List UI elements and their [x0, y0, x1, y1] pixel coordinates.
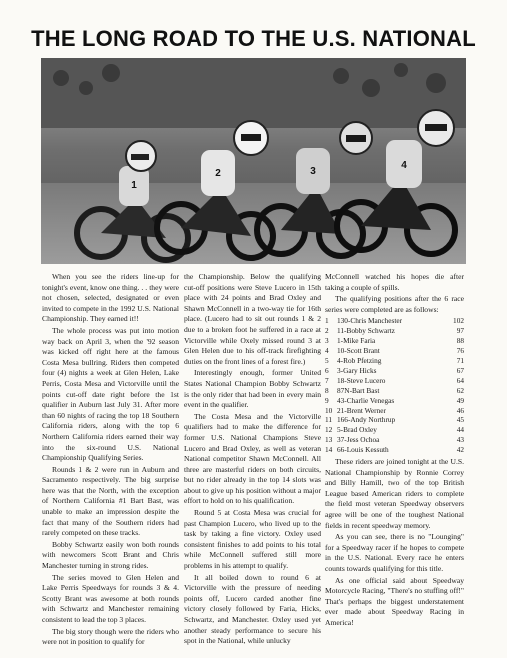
- column-1: [42, 272, 179, 649]
- standings-points: 44: [456, 425, 464, 435]
- paragraph: Round 5 at Costa Mesa was crucial for past Champion Lucero, who lived up to the task by taking a fine victory. Oxley used consistent finishes to add points to his total while McConnell suffered still more problems in his attempt to qualify.: [184, 508, 321, 571]
- standings-points: 71: [456, 356, 464, 365]
- standings-position: 10: [325, 405, 333, 415]
- standings-row: [325, 425, 464, 435]
- standings-row: [325, 316, 464, 326]
- paragraph: As one official said about Speedway Motorcycle Racing, "There's no stuffing off!" That's perhaps the biggest understatement ever made about Speedway Racing in America!: [325, 575, 464, 627]
- standings-rider: 37-Jess Ochoa: [337, 435, 380, 445]
- standings-rider: 5-Brad Oxley: [337, 425, 377, 435]
- standings-row: [325, 406, 464, 416]
- standings-position: 4: [325, 346, 329, 356]
- paragraph: As you can see, there is no "Lounging" for a Speedway racer if he hopes to compete in the U.S. National. Every race he enters counts towards qualifying for this title.: [325, 532, 464, 573]
- standings-rider: 43-Charlie Venegas: [337, 395, 395, 405]
- standings-row: [325, 415, 464, 425]
- standings-rider: 3-Gary Hicks: [337, 365, 377, 375]
- standings-points: 46: [456, 405, 464, 415]
- paragraph: Interestingly enough, former United States National Champion Bobby Schwartz is the only rider that had been in every main event in the qualifier.: [184, 368, 321, 410]
- standings-row: [325, 396, 464, 406]
- rider-plate-3: 3: [310, 166, 316, 177]
- column-3: [325, 272, 464, 630]
- standings-rider: 66-Louis Kessuth: [337, 445, 389, 455]
- column-2: [184, 272, 321, 648]
- speedway-riders-image: [41, 58, 466, 264]
- standings-rider: 166-Andy Northrup: [337, 415, 396, 425]
- paragraph: McConnell watched his hopes die after taking a couple of spills.: [325, 272, 464, 292]
- standings-position: 1: [325, 316, 329, 326]
- standings-position: 11: [325, 415, 333, 425]
- standings-points: 102: [453, 316, 464, 326]
- paragraph: Rounds 1 & 2 were run in Auburn and Sacramento respectively. The big surprise here was that the North, with the exception of Northern California #1 Bart Bast, was unable to make an impression despite the fact that many of the Southern riders had rarely competed on these tracks.: [42, 464, 179, 538]
- paragraph: The series moved to Glen Helen and Lake Perris Speedways for rounds 3 & 4. Scotty Brant was awesome at both rounds with Schwartz and Manchester remaining consistent to lead the top 3 places.: [42, 572, 179, 624]
- standings-points: 97: [456, 326, 464, 336]
- standings-row: [325, 346, 464, 356]
- standings-points: 42: [456, 445, 464, 455]
- standings-points: 67: [456, 365, 464, 375]
- standings-row: [325, 386, 464, 396]
- standings-position: 12: [325, 425, 333, 435]
- standings-rider: 4-Rob Pfetzing: [337, 356, 382, 365]
- paragraph: The qualifying positions after the 6 race series were completed are as follows:: [325, 294, 464, 314]
- standings-row: [325, 326, 464, 336]
- standings-row: [325, 366, 464, 376]
- standings-rider: 18-Steve Lucero: [337, 375, 386, 385]
- paragraph: The Costa Mesa and the Victorville qualifiers had to make the difference for former U.S. National Champions Steve Lucero and Brad Oxley, as well as veteran National competitor Shawn McConnell. All three are masterful riders on both circuits, but no rider already in the top 14 slots was about to give up his position without a major effort to hold on to his qualification.: [184, 411, 321, 506]
- standings-points: 45: [456, 415, 464, 425]
- standings-rider: 130-Chris Manchester: [337, 316, 403, 326]
- standings-row: [325, 435, 464, 445]
- paragraph: These riders are joined tonight at the U.S. National Championship by Ronnie Correy and Billy Hamill, two of the top British League based American riders to complete the field most veteran Speedway observers agree will be one of the toughest National fields in recent speedway memory.: [325, 457, 464, 530]
- standings-position: 2: [325, 326, 329, 336]
- standings-row: [325, 376, 464, 386]
- standings-rider: 1-Mike Faria: [337, 336, 376, 346]
- paragraph: Bobby Schwartz easily won both rounds with newcomers Scott Brant and Chris Manchester turning in strong rides.: [42, 539, 179, 571]
- standings-row: [325, 336, 464, 346]
- standings-points: 88: [456, 336, 464, 346]
- race-photo: [41, 58, 466, 264]
- rider-plate-4: 4: [401, 160, 407, 171]
- paragraph: The big story though were the riders who were not in position to qualify for: [42, 626, 179, 647]
- standings-points: 62: [456, 385, 464, 395]
- standings-position: 13: [325, 435, 333, 445]
- standings-rider: 21-Brent Werner: [337, 405, 386, 415]
- qualifying-standings: [325, 316, 464, 455]
- standings-position: 6: [325, 365, 329, 375]
- paragraph: the Championship. Below the qualifying cut-off positions were Steve Lucero in 15th place with 24 points and Brad Oxley and Shawn McConnell in a two-way tie for 16th place. (Lucero had to sit out rounds 1 & 2 due to a broken foot he suffered in a race at Victorville while Oxely missed round 3 at Glen Helen due to his off-track firefighting duties on the front lines of a forest fire.): [184, 272, 321, 366]
- standings-points: 76: [456, 346, 464, 356]
- standings-rider: 87N-Bart Bast: [337, 385, 380, 395]
- rider-plate-2: 2: [215, 168, 221, 179]
- standings-position: 8: [325, 385, 329, 395]
- rider-plate-1: 1: [131, 180, 137, 191]
- standings-row: [325, 356, 464, 366]
- paragraph: When you see the riders line-up for tonight's event, know one thing. . . they were not chosen, selected, designated or even invited to compete in the 1992 U.S. National Championship. They earned it!!: [42, 272, 179, 324]
- standings-position: 7: [325, 375, 329, 385]
- standings-points: 49: [456, 395, 464, 405]
- standings-row: [325, 445, 464, 455]
- standings-position: 14: [325, 445, 333, 455]
- standings-rider: 11-Bobby Schwartz: [337, 326, 395, 336]
- paragraph: It all boiled down to round 6 at Victorville with the pressure of needing points off, Lucero carded another fine victory closely followed by Faria, Hicks, Schwartz, and Manchester. Oxley used yet another steady performance to secure his spot in the National, while unlucky: [184, 572, 321, 646]
- standings-points: 64: [456, 375, 464, 385]
- standings-position: 9: [325, 395, 329, 405]
- paragraph: The whole process was put into motion way back on April 3, when the '92 season was kicked off right here at the famous Costa Mesa bullring. Riders then competed four (4) nights a week at Glen Helen, Lake Perris, Costa Mesa and Victorville until the points cut-off date right before the 1st qualifier in Auburn last July 31. After more than 60 nights of racing the top 18 Southern California riders, along with the top 6 Northern California riders earned their way into the six-round U.S. National Championship Qualifying Series.: [42, 325, 179, 463]
- standings-points: 43: [456, 435, 464, 445]
- standings-position: 3: [325, 336, 329, 346]
- article-title: THE LONG ROAD TO THE U.S. NATIONAL: [31, 26, 476, 51]
- standings-position: 5: [325, 356, 329, 365]
- standings-rider: 10-Scott Brant: [337, 346, 380, 356]
